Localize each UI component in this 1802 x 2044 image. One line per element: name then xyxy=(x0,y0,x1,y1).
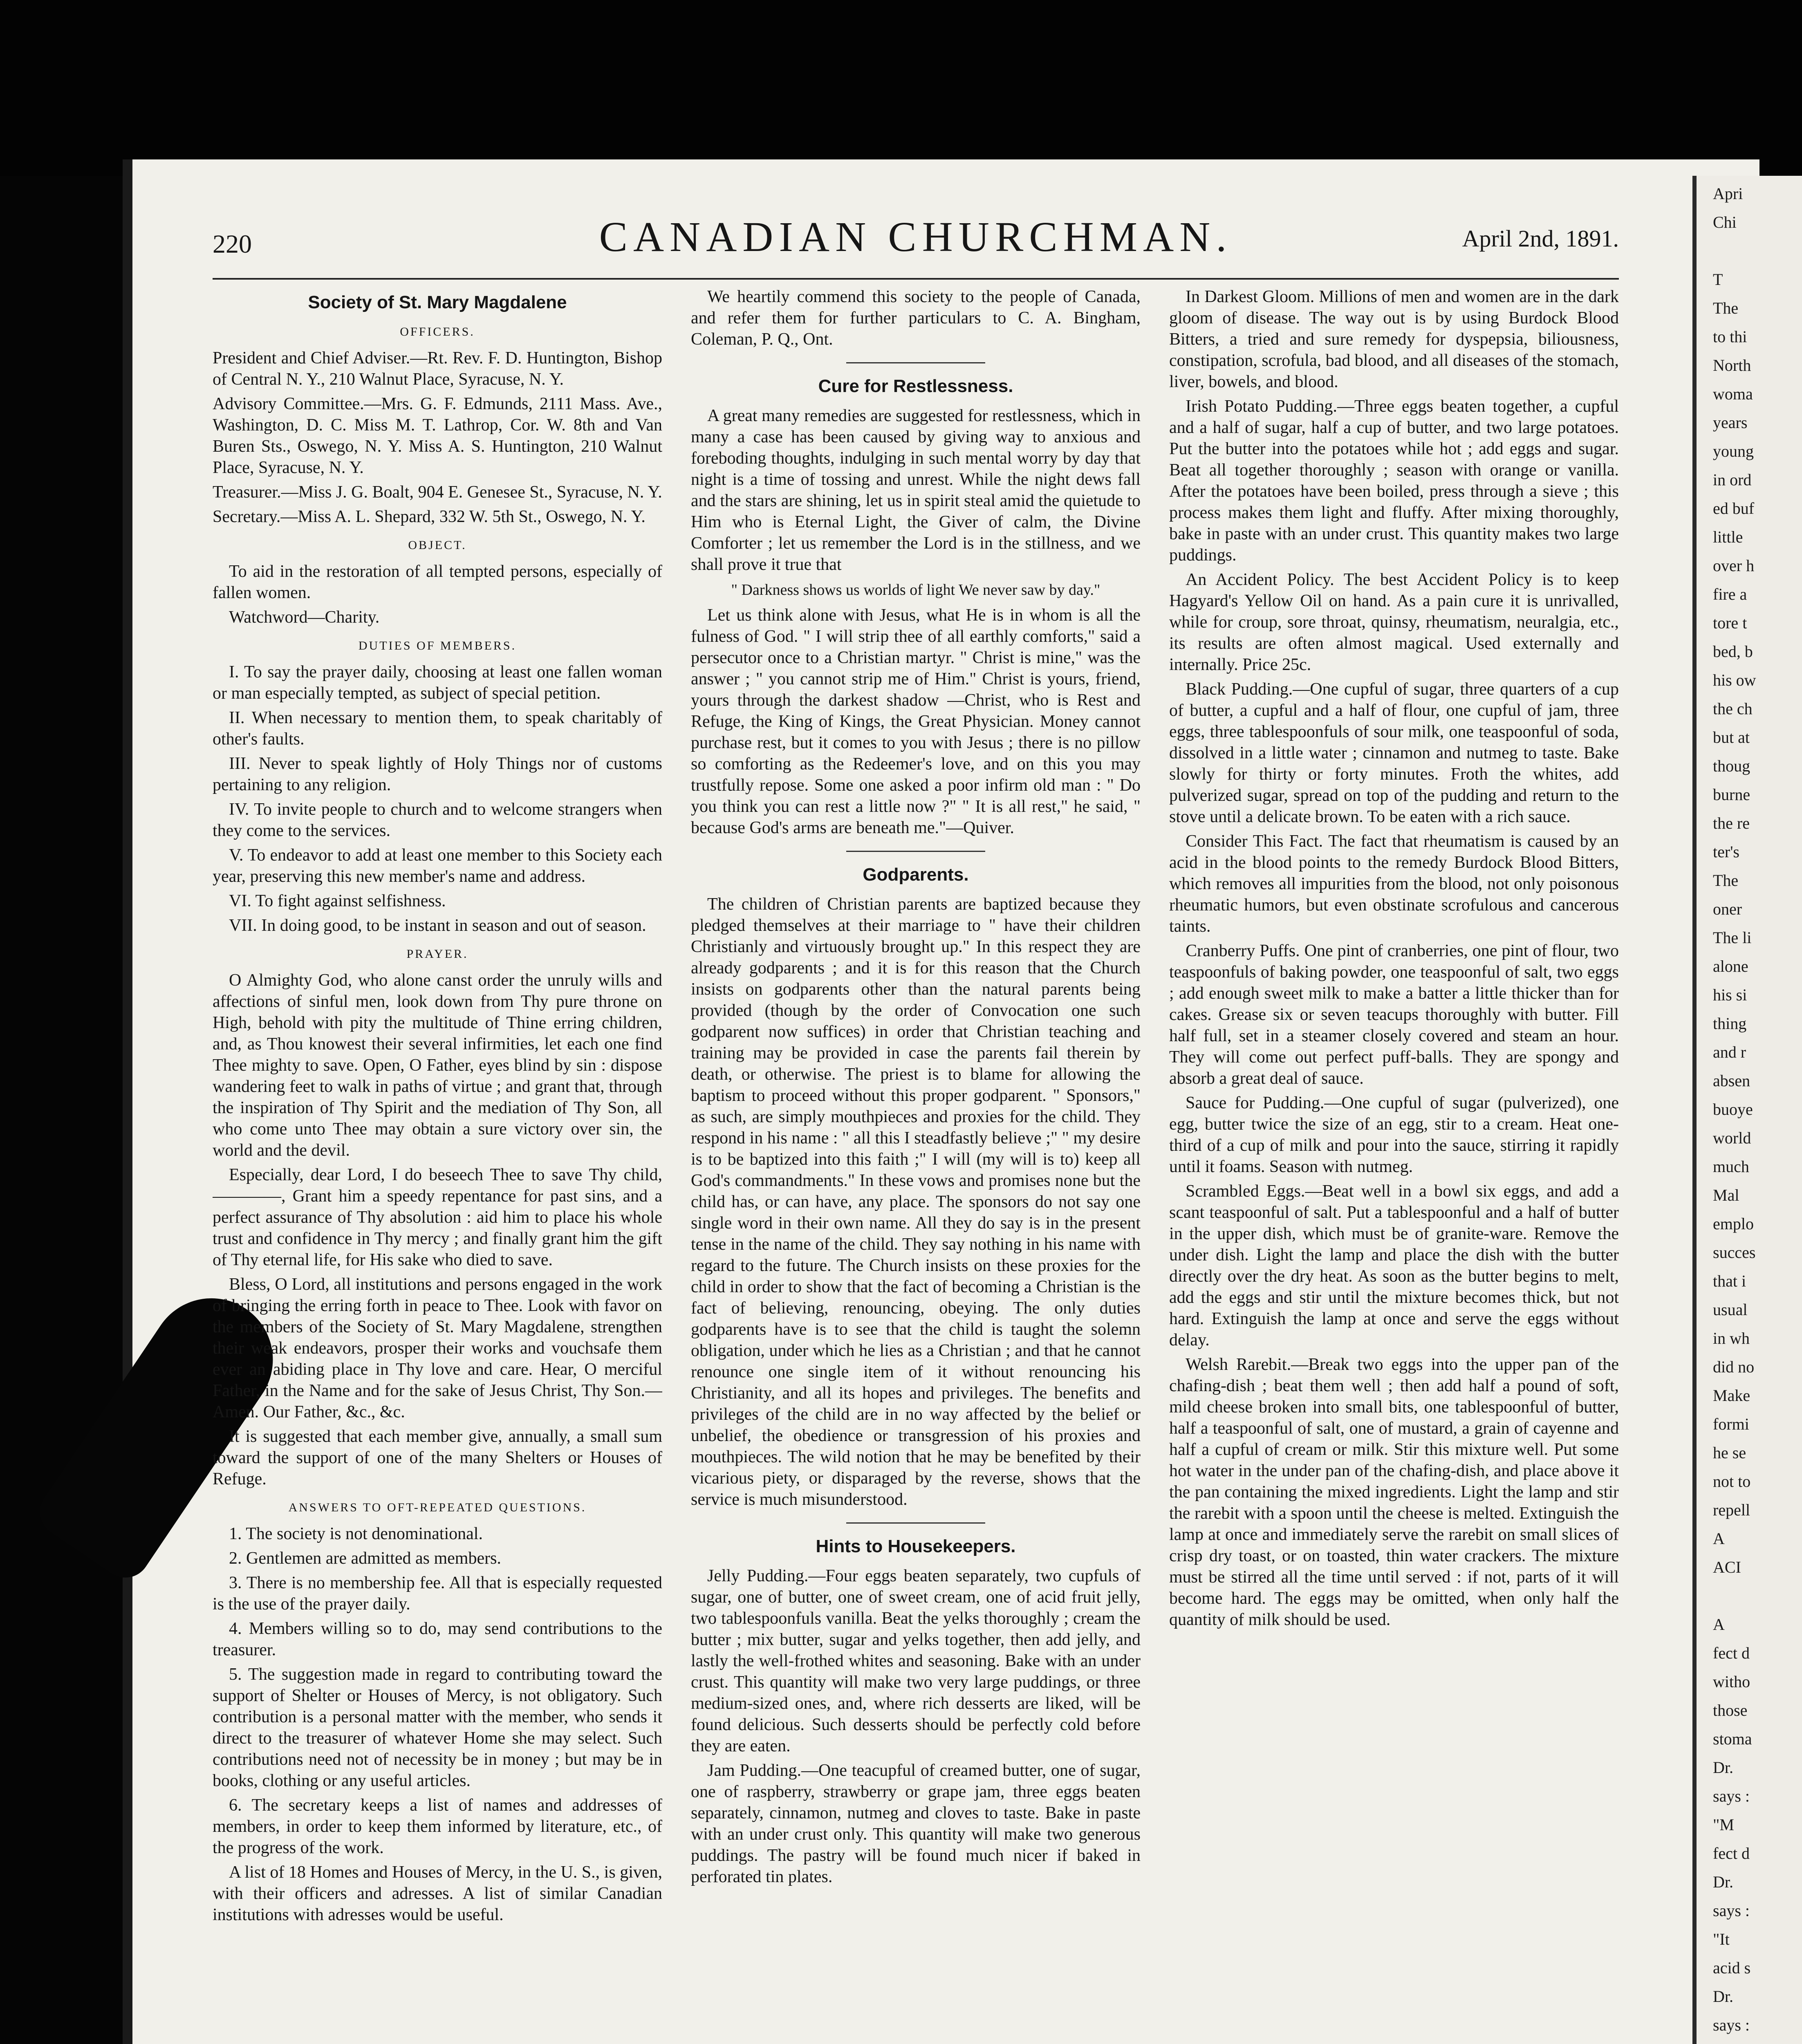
answer-item: 6. The secretary keeps a list of names and addresses of members, in order to keep them informed by literature, etc., of the progress of the work. xyxy=(213,1796,662,1857)
scanner-frame xyxy=(0,0,1802,176)
adjacent-page-fragment: fire a xyxy=(1713,585,1747,603)
answer-item: 1. The society is not denominational. xyxy=(229,1524,483,1543)
adjacent-page-fragment: years xyxy=(1713,413,1748,432)
object-text: To aid in the restoration of all tempted persons, especially of fallen women. xyxy=(213,562,662,602)
godparents-paragraph: The children of Christian parents are baptized because they pledged themselves at their marriage to " have their children Christianly and virtuously brought up." In this respect they are already godparents ; and it is for this reason that the Church insists on godparents other than the natural parents being provided (though by the order of Convocation one such godparent now suffices) in order that Christian teaching and training may be provided in case the parents fail therein by death, or otherwise. The priest is to blame for allowing the baptism to proceed without this proper godparent. " Sponsors," as such, are simply mouthpieces and proxies for the child. They respond in his name : " all this I steadfastly believe ;" " my desire is to be baptized into this faith ;" I will (my will is to) keep all God's commandments." In these vows and promises none but the child has, or can have, any place. The sponsors do not say one single word in their own name. All they do say is in the present tense in the name of the child. They say nothing in his name with regard to the future. The Church insists on these proxies for the child in order to show that the fact of becoming a Christian is the fact of believing, renouncing, obeying. The only duties godparents have is to see that the child is taught the solemn obligation, under which he lies as a Christian ; and that he cannot renounce one single item of it without renouncing his Christianity, and all its hopes and privileges. The benefits and privileges of the child are in no way affected by the belief or unbelief, the obedience or transgression of his proxies and mouthpieces. The wild notion that he may be benefited by their vicarious piety, or disparaged by the reverse, shows that the service is much misunderstood. xyxy=(691,895,1141,1509)
masthead: CANADIAN CHURCHMAN. xyxy=(599,213,1233,260)
officer-entry: Advisory Committee.—Mrs. G. F. Edmunds, 2111 Mass. Ave., Washington, D. C. Miss M. T. Lathrop, Cor. W. 8th and Van Buren Sts., Oswego, N. Y. Miss A. S. Huntington, 210 Walnut Place, Syracuse, N. Y. xyxy=(213,394,662,477)
restlessness-title: Cure for Restlessness. xyxy=(818,376,1013,396)
adjacent-page-fragment: Dr. xyxy=(1713,1758,1733,1777)
closing-paragraph: A list of 18 Homes and Houses of Mercy, in the U. S., is given, with their officers and adresses. A list of similar Canadian institutions with adresses would be useful. xyxy=(213,1863,662,1924)
adjacent-page-fragment: emplo xyxy=(1713,1215,1754,1233)
adjacent-page-fragment: ter's xyxy=(1713,843,1739,861)
adjacent-page-fragment: The li xyxy=(1713,928,1752,947)
adjacent-page-fragment: those xyxy=(1713,1701,1748,1719)
adjacent-page-fragment: thoug xyxy=(1713,757,1750,775)
adjacent-page-fragment: he se xyxy=(1713,1443,1746,1462)
verse-quote: " Darkness shows us worlds of light We never saw by day." xyxy=(731,581,1100,598)
answer-item: 4. Members willing so to do, may send contributions to the treasurer. xyxy=(213,1619,662,1659)
section-rule xyxy=(846,362,985,363)
adjacent-page-fragment: T xyxy=(1713,270,1723,289)
adjacent-page-fragment: woma xyxy=(1713,385,1753,403)
housekeepers-title: Hints to Housekeepers. xyxy=(816,1536,1016,1556)
restlessness-paragraph: A great many remedies are suggested for restlessness, which in many a case has been caused by giving way to anxious and foreboding thoughts, indulging in such mental worry by day that night is a time of tossing and unrest. While the night dews fall and the stars are shining, let us in spirit steal amid the quietude to Him who is Eternal Light, the Giver of calm, the Divine Comforter ; let us remember the Lord is in the stillness, and we shall prove it true that xyxy=(691,406,1141,574)
column-1 xyxy=(213,286,662,1929)
officers-heading: OFFICERS. xyxy=(400,325,475,338)
recipe-item: Sauce for Pudding.—One cupful of sugar (pulverized), one egg, butter twice the size of an egg, stir to a cream. Heat one-third of a cup of milk and pour into the sauce, stirring it rapidly until it foams. Season with nutmeg. xyxy=(1169,1094,1619,1176)
adjacent-page-fragment: fect d xyxy=(1713,1644,1750,1662)
adjacent-page-fragment: acid s xyxy=(1713,1959,1751,1977)
adjacent-page-fragment: oner xyxy=(1713,900,1742,918)
adjacent-page-fragment: in wh xyxy=(1713,1329,1750,1347)
duty-item: IV. To invite people to church and to welcome strangers when they come to the services. xyxy=(213,800,662,840)
adjacent-page-fragment: A xyxy=(1713,1529,1725,1548)
recipe-item: Jelly Pudding.—Four eggs beaten separately, two cupfuls of sugar, one of butter, one of sweet cream, one of acid fruit jelly, two tablespoonfuls vanilla. Beat the yelks thoroughly ; cream the butter ; mix butter, sugar and yelks together, then add jelly, and lastly the well-frothed whites and seasoning. Bake with an under crust. This quantity will make two very large puddings, or three medium-sized ones, and, where rich desserts are liked, will be found delicious. Such desserts should be perfectly cold before they are eaten. xyxy=(691,1567,1141,1755)
column-2 xyxy=(691,286,1141,1891)
advert-item: Consider This Fact. The fact that rheumatism is caused by an acid in the blood points to the remedy Burdock Blood Bitters, which removes all impurities from the blood, not only poisonous rheumatic humors, but even obstinate scrofulous and cancerous taints. xyxy=(1169,832,1619,936)
adjacent-page-fragment: little xyxy=(1713,528,1743,546)
adjacent-page-fragment: much xyxy=(1713,1157,1749,1176)
officer-entry: President and Chief Adviser.—Rt. Rev. F. D. Huntington, Bishop of Central N. Y., 210 Walnut Place, Syracuse, N. Y. xyxy=(213,349,662,389)
adjacent-page-fragment: thing xyxy=(1713,1014,1747,1033)
adjacent-page-fragment: succes xyxy=(1713,1243,1756,1262)
adjacent-page-fragment: world xyxy=(1713,1129,1751,1147)
adjacent-page-fragment: but at xyxy=(1713,728,1750,746)
duty-item: V. To endeavor to add at least one member to this Society each year, preserving this new member's name and address. xyxy=(213,846,662,886)
adjacent-page-fragment: says : xyxy=(1713,1787,1750,1805)
adjacent-page-fragment: ACI xyxy=(1713,1558,1741,1576)
object-heading: OBJECT. xyxy=(408,538,467,552)
adjacent-page-fragment: that i xyxy=(1713,1272,1746,1290)
adjacent-page-fragment: over h xyxy=(1713,556,1755,575)
answer-item: 2. Gentlemen are admitted as members. xyxy=(229,1549,501,1568)
adjacent-page-fragment: "M xyxy=(1713,1815,1734,1834)
adjacent-page-fragment: repell xyxy=(1713,1501,1750,1519)
adjacent-page-fragment: his si xyxy=(1713,986,1747,1004)
adjacent-page-fragment: witho xyxy=(1713,1672,1750,1691)
adjacent-page-fragment: the ch xyxy=(1713,699,1753,718)
adjacent-page-edge xyxy=(1692,176,1802,2044)
section-rule xyxy=(846,851,985,852)
adjacent-page-fragment: Dr. xyxy=(1713,1873,1733,1891)
prayer-heading: PRAYER. xyxy=(406,947,468,961)
adjacent-page-fragment: Chi xyxy=(1713,213,1737,231)
adjacent-page-fragment: Dr. xyxy=(1713,1987,1733,2006)
column-3 xyxy=(1169,286,1619,1634)
duty-item: III. Never to speak lightly of Holy Things nor of customs pertaining to any religion. xyxy=(213,754,662,794)
adjacent-page-fragment: stoma xyxy=(1713,1730,1752,1748)
section-rule xyxy=(846,1522,985,1524)
officer-entry: Secretary.—Miss A. L. Shepard, 332 W. 5th St., Oswego, N. Y. xyxy=(213,507,645,526)
advert-item: In Darkest Gloom. Millions of men and women are in the dark gloom of disease. The way out is by using Burdock Blood Bitters, a tried and sure remedy for dyspepsia, biliousness, constipation, scrofula, bad blood, and all diseases of the stomach, liver, bowels, and blood. xyxy=(1169,287,1619,391)
prayer-paragraph: It is suggested that each member give, annually, a small sum toward the support of one of the many Shelters or Houses of Refuge. xyxy=(213,1427,662,1488)
adjacent-page-fragment: A xyxy=(1713,1615,1725,1634)
watchword: Watchword—Charity. xyxy=(229,608,380,627)
adjacent-page-fragment: says : xyxy=(1713,1901,1750,1920)
duty-item: I. To say the prayer daily, choosing at least one fallen woman or man especially tempted, as subject of special petition. xyxy=(213,663,662,703)
recipe-item: Scrambled Eggs.—Beat well in a bowl six eggs, and add a scant teaspoonful of salt. Put a tablespoonful and a half of butter in the upper dish, which must be of granite-ware. Remove the under dish. Light the lamp and place the dish with the butter directly over the dry heat. As soon as the butter begins to melt, add the eggs and stir until the mixture becomes thick, but not hard. Extinguish the lamp at once and serve the eggs without delay. xyxy=(1169,1182,1619,1349)
duty-item: VI. To fight against selfishness. xyxy=(229,892,446,910)
advert-item: An Accident Policy. The best Accident Policy is to keep Hagyard's Yellow Oil on hand. As a pain cure it is unrivalled, while for croup, sore throat, quinsy, rheumatism, neuralgia, etc., its results are often almost magical. Used externally and internally. Price 25c. xyxy=(1169,570,1619,674)
recipe-item: Cranberry Puffs. One pint of cranberries, one pint of flour, two teaspoonfuls of baking powder, one teaspoonful of salt, two eggs ; add enough sweet milk to make a batter a little thicker than for cakes. Grease six or seven teacups thoroughly with butter. Fill half full, set in a steamer closely covered and steam an hour. They will come out perfect puff-balls. They are spongy and absorb a great deal of sauce. xyxy=(1169,941,1619,1088)
adjacent-page-fragment: Mal xyxy=(1713,1186,1739,1204)
adjacent-page-fragment: Make xyxy=(1713,1386,1750,1405)
adjacent-page-fragment: bed, b xyxy=(1713,642,1753,661)
adjacent-page-fragment: alone xyxy=(1713,957,1748,975)
adjacent-page-fragment: tore t xyxy=(1713,614,1747,632)
duties-heading: DUTIES OF MEMBERS. xyxy=(358,639,517,652)
adjacent-page-fragment: fect d xyxy=(1713,1844,1750,1862)
recipe-item: Jam Pudding.—One teacupful of creamed butter, one of sugar, one of raspberry, strawberry or grape jam, three eggs beaten separately, cinnamon, nutmeg and cloves to taste. Bake in paste with an under crust only. This quantity will make two generous puddings. The pastry will be found much nicer if baked in perforated tin plates. xyxy=(691,1761,1141,1886)
godparents-title: Godparents. xyxy=(863,865,969,885)
adjacent-page-fragment: burne xyxy=(1713,785,1750,804)
society-title: Society of St. Mary Magdalene xyxy=(308,292,567,312)
answers-heading: ANSWERS TO OFT-REPEATED QUESTIONS. xyxy=(288,1501,587,1514)
answer-item: 3. There is no membership fee. All that is especially requested is the use of the prayer daily. xyxy=(213,1573,662,1614)
adjacent-page-fragment: his ow xyxy=(1713,671,1756,689)
issue-date: April 2nd, 1891. xyxy=(1462,225,1619,252)
duty-item: VII. In doing good, to be instant in season and out of season. xyxy=(229,916,646,935)
adjacent-page-fragment: The xyxy=(1713,299,1739,317)
adjacent-page-fragment: buoye xyxy=(1713,1100,1753,1118)
adjacent-page-fragment: Apri xyxy=(1713,184,1743,203)
adjacent-page-fragment: absen xyxy=(1713,1071,1750,1090)
adjacent-page-fragment: young xyxy=(1713,442,1754,460)
adjacent-page-fragment: usual xyxy=(1713,1300,1748,1319)
recipe-item: Black Pudding.—One cupful of sugar, three quarters of a cup of butter, a cupful and a half of flour, one cupful of jam, three eggs, three tablespoonfuls of sour milk, one teaspoonful of soda, dissolved in a little water ; cinnamon and nutmeg to taste. Bake slowly for thirty or forty minutes. Froth the whites, add pulverized sugar, spread on top of the pudding and return to the stove until a delicate brown. To be eaten with a rich sauce. xyxy=(1169,680,1619,826)
adjacent-page-fragment: did no xyxy=(1713,1358,1755,1376)
adjacent-page-fragment: to thi xyxy=(1713,327,1747,346)
adjacent-page-fragment: formi xyxy=(1713,1415,1749,1433)
page-number: 220 xyxy=(213,229,252,258)
commend-paragraph: We heartily commend this society to the people of Canada, and refer them for further particulars to C. A. Bingham, Coleman, P. Q., Ont. xyxy=(691,287,1141,349)
answer-item: 5. The suggestion made in regard to contributing toward the support of Shelter or Houses of Mercy, is not obligatory. Such contribution is a personal matter with the member, who sends it direct to the treasurer of whatever Home she may select. Such contributions need not of necessity be in money ; but may be in books, clothing or any useful articles. xyxy=(213,1665,662,1790)
recipe-item: Irish Potato Pudding.—Three eggs beaten together, a cupful and a half of sugar, half a cup of butter, and two large potatoes. Put the butter into the potatoes while hot ; add eggs and sugar. Beat all together thoroughly ; season with orange or vanilla. After the potatoes have been boiled, press through a sieve ; this process makes them light and fluffy. After mixing thoroughly, bake in paste with an under crust. This quantity makes two large puddings. xyxy=(1169,397,1619,565)
duty-item: II. When necessary to mention them, to speak charitably of other's faults. xyxy=(213,708,662,749)
adjacent-page-fragment: not to xyxy=(1713,1472,1751,1490)
recipe-item: Welsh Rarebit.—Break two eggs into the upper pan of the chafing-dish ; beat them well ; then add half a pound of soft, mild cheese broken into small bits, one tablespoonful of butter, half a teaspoonful of salt, one of mustard, a grain of cayenne and half a cupful of cream or milk. Stir this mixture well. Put some hot water in the under pan of the chafing-dish, and place above it the pan containing the mixed ingredients. Light the lamp and stir the rarebit with a spoon until the cheese is melted. Extinguish the lamp at once and immediately serve the rarebit on small slices of crisp dry toast, or on toasted, thin water crackers. The mixture must be stirred all the time until served : if not, parts of it will become hard. The eggs may be omitted, when only half the quantity of milk should be used. xyxy=(1169,1355,1619,1629)
adjacent-page-fragment: and r xyxy=(1713,1043,1746,1061)
adjacent-page-fragment: says : xyxy=(1713,2016,1750,2034)
header-rule xyxy=(213,278,1619,280)
adjacent-page-fragment: The xyxy=(1713,871,1739,890)
prayer-paragraph: Especially, dear Lord, I do beseech Thee to save Thy child,————, Grant him a speedy repentance for past sins, and a perfect assurance of Thy absolution : aid him to place his whole trust and confidence in Thy mercy ; and finally grant him the gift of Thy eternal life, for His sake who died to save. xyxy=(213,1165,662,1269)
adjacent-page-fragment: "It xyxy=(1713,1930,1730,1948)
adjacent-page-fragment: ed buf xyxy=(1713,499,1755,518)
prayer-paragraph: Bless, O Lord, all institutions and persons engaged in the work of bringing the erring forth in peace to Thee. Look with favor on the members of the Society of St. Mary Magdalene, strengthen their weak endeavors, prosper their works and vouchsafe them ever an abiding place in Thy love and care. Hear, O merciful Father, in the Name and for the sake of Jesus Christ, Thy Son.—Amen. Our Father, &c., &c. xyxy=(213,1275,662,1421)
officer-entry: Treasurer.—Miss J. G. Boalt, 904 E. Genesee St., Syracuse, N. Y. xyxy=(213,483,662,502)
adjacent-page-fragment: North xyxy=(1713,356,1751,374)
page-header xyxy=(213,213,1619,270)
adjacent-page-fragment: the re xyxy=(1713,814,1750,832)
prayer-paragraph: O Almighty God, who alone canst order the unruly wills and affections of sinful men, look down from Thy pure throne on High, behold with pity the multitude of Thine erring children, and, as Thou knowest their several infirmities, let each one find Thee mighty to save. Open, O Father, eyes blind by sin : dispose wandering feet to walk in paths of virtue ; and grant that, through the inspiration of Thy Spirit and the mediation of Thy Son, all who come unto Thee may obtain a sure victory over sin, the world and the devil. xyxy=(213,971,662,1160)
restlessness-paragraph: Let us think alone with Jesus, what He is in whom is all the fulness of God. " I will strip thee of all earthly comforts," said a persecutor once to a Christian martyr. " Christ is mine," was the answer ; " you cannot strip me of Him." Christ is yours, friend, yours through the darkest shadow —Christ, who is Rest and Refuge, the King of Kings, the Great Physician. Money cannot purchase rest, but it comes to you with Jesus ; there is no pillow so comforting as the Redeemer's love, and on this you may trustfully repose. Some one asked a poor infirm old man : " Do you think you can rest a little now ?" " It is all rest," he said, " because God's arms are beneath me."—Quiver. xyxy=(691,606,1141,837)
adjacent-page-fragment: in ord xyxy=(1713,471,1752,489)
